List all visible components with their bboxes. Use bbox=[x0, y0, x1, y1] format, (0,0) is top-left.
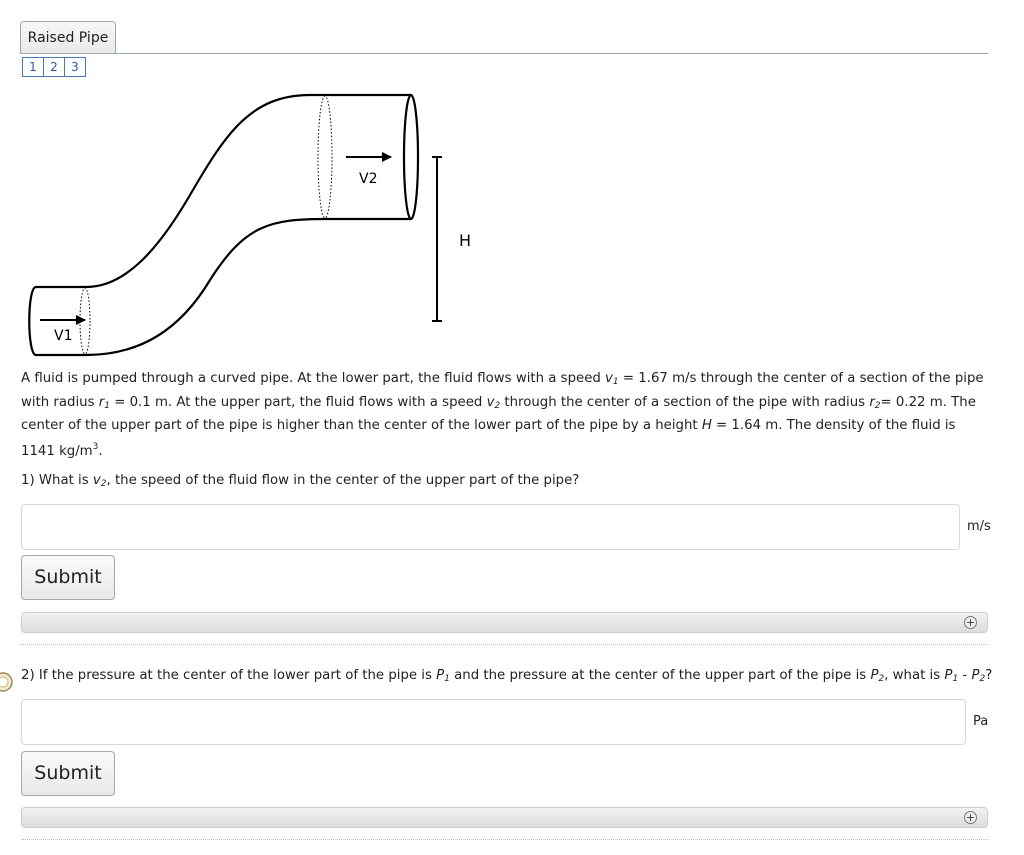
problem-statement: A fluid is pumped through a curved pipe. At the lower part, the fluid flows with a speed $v_1 = 1.67$ m/s through the center of a section of the pipe with radius $r_1 = 0.1$ m. At the upper part, the fluid flows with a speed $v_2$ through the center of a section of the pipe with radius $r_2= 0.22$ m. The center of the upper part of the pipe is higher than the center of the lower part of the pipe by a height H = 1.64 m. The density of the fluid is 1141 $kg/m^3$. bbox=[21, 371, 984, 459]
pipe-outer-wall bbox=[36, 95, 411, 287]
height-label: H bbox=[459, 231, 472, 250]
question-2-text: 2) If the pressure at the center of the lower part of the pipe is $P_1$ and the pressure at the center of the upper part of the pipe is $P_2$, what is $P_1 - P_2$? bbox=[21, 668, 993, 684]
bottom-divider bbox=[21, 839, 988, 840]
upper-cross-section bbox=[318, 96, 332, 218]
question-1-answer-input[interactable] bbox=[21, 504, 960, 550]
question-2-unit: Pa bbox=[973, 714, 989, 729]
page-link-1[interactable]: 1 bbox=[22, 57, 44, 77]
raised-pipe-diagram bbox=[0, 85, 500, 365]
pipe-upper-end bbox=[404, 95, 418, 219]
v1-label: V1 bbox=[54, 328, 73, 344]
question-1-feedback-bar[interactable] bbox=[21, 612, 988, 633]
pipe-lower-end bbox=[29, 287, 36, 355]
question-2-feedback-bar[interactable] bbox=[21, 807, 988, 828]
v2-label: V2 bbox=[359, 171, 378, 187]
question-1-unit: m/s bbox=[967, 519, 991, 534]
page-link-3[interactable]: 3 bbox=[64, 57, 86, 77]
tab-raised-pipe[interactable]: Raised Pipe bbox=[20, 21, 116, 53]
height-marker bbox=[432, 157, 442, 321]
page-link-2[interactable]: 2 bbox=[43, 57, 65, 77]
expand-plus-icon[interactable]: + bbox=[965, 616, 976, 629]
question-divider bbox=[21, 644, 988, 645]
page-selector bbox=[22, 57, 85, 77]
expand-plus-icon[interactable]: + bbox=[965, 811, 976, 824]
help-icon[interactable] bbox=[0, 671, 14, 693]
tab-divider bbox=[20, 53, 988, 54]
question-1-text: 1) What is $v_2$, the speed of the fluid flow in the center of the upper part of the pipe? bbox=[21, 473, 580, 489]
question-2-submit-button[interactable]: Submit bbox=[21, 751, 115, 796]
question-2-answer-input[interactable] bbox=[21, 699, 966, 745]
question-1-submit-button[interactable]: Submit bbox=[21, 555, 115, 600]
